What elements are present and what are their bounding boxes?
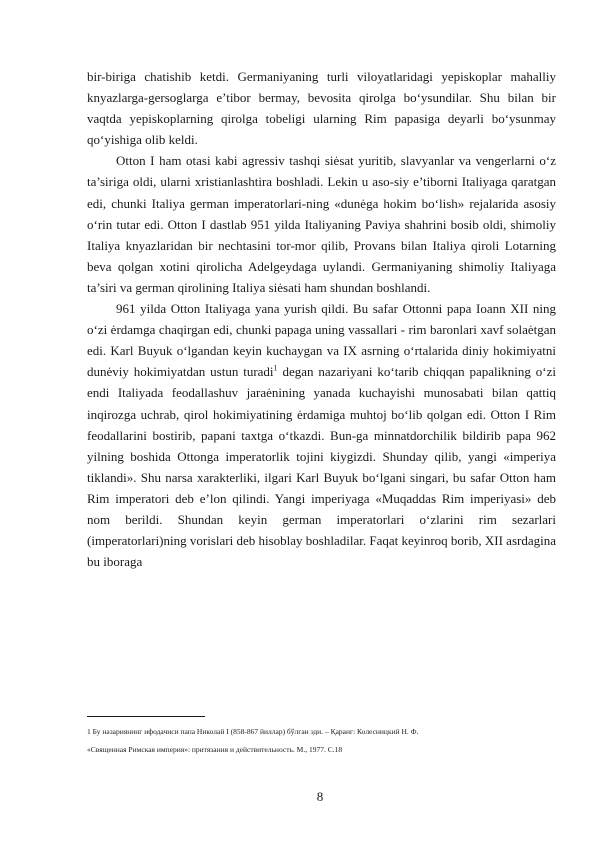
- footnotes: [87, 723, 557, 759]
- paragraph-3: [87, 298, 556, 572]
- footnote-line-2: «Священная Римская империя»: притязания и действительность. М., 1977. С.18: [87, 745, 343, 754]
- page-body: [87, 66, 556, 572]
- paragraph-2: Otton I ham otasi kabi agressiv tashqi siėsat yuritib, slavyanlar va vengerlarni o‘z ta’siriga oldi, ularni xristianlashtira boshladi. Lekin u aso-siy e’tiborni Italiyaga qaratgan edi, chunki Italiya german imperatorlari-ning «dunėga hokim bo‘lish» rejalarida asosiy o‘rin tutar edi. Otton I dastlab 951 yilda Italiyaning Paviya shahrini bosib oldi, shimoliy Italiya knyazlaridan bir nechtasini tor-mor qilib, Provans bilan Italiya qiroli Lotarning beva qolgan xotini qirolicha Adelgeydaga uylandi. Germaniyaning shimoliy Italiyaga ta’siri va german qirolining Italiya siėsati ham shundan boshlandi.: [87, 153, 556, 295]
- paragraph-3-text-before: 961 yilda Otton Italiyaga yana yurish qildi. Bu safar Ottonni papa Ioann XII ning o‘zi ėrdamga chaqirgan edi, chunki papaga uning vassallari - rim baronlari xavf solaėtgan edi. Karl Buyuk o‘lgandan keyin kuchaygan va IX asrning o‘rtalarida diniy hokimiyatni dunėviy hokimiyatdan ustun turadi: [87, 301, 556, 380]
- paragraph-3-text-after: degan nazariyani ko‘tarib chiqqan papalikning o‘zi endi Italiyada feodallashuv jaraėnining yanada kuchayishi munosabati bilan qattiq inqirozga uchrab, qirol hokimiyatining ėrdamiga muhtoj bo‘lib qolgan edi. Otton I Rim feodallarini bostirib, papani taxtga o‘tkazdi. Bun-ga minnatdorchilik bildirib papa 962 yilning boshida Ottonga imperatorlik tojini kiygizdi. Shunday qilib, yangi «imperiya tiklandi». Shu narsa xarakterliki, ilgari Karl Buyuk bo‘lgani singari, bu safar Otton ham Rim imperatori deb e’lon qilindi. Yangi imperiyaga «Muqaddas Rim imperiyasi» deb nom berildi. Shundan keyin german imperatorlari o‘zlarini rim sezarlari (imperatorlari)ning vorislari deb hisoblay boshladilar. Faqat keyinroq borib, XII asrdagina bu iboraga: [87, 364, 556, 570]
- page-number: 8: [316, 789, 324, 804]
- footnote-reference[interactable]: 1: [273, 363, 278, 373]
- footnote-line-1: 1 Бу назариянинг ифодачиси папа Николай I (858-867 йиллар) бўлган эди. – Қаранг: Колесницкий Н. Ф.: [87, 727, 419, 736]
- footnote-separator: [87, 716, 205, 717]
- paragraph-1: bir-biriga chatishib ketdi. Germaniyaning turli viloyatlaridagi yepiskoplar mahalliy knyazlarga-gersoglarga e’tibor bermay, bevosita qirolga bo‘ysundilar. Shu bilan bir vaqtda yepiskoplarning qirolga tobeligi ularning Rim papasiga deyarli bo‘ysunmay qo‘yishiga olib keldi.: [87, 69, 556, 148]
